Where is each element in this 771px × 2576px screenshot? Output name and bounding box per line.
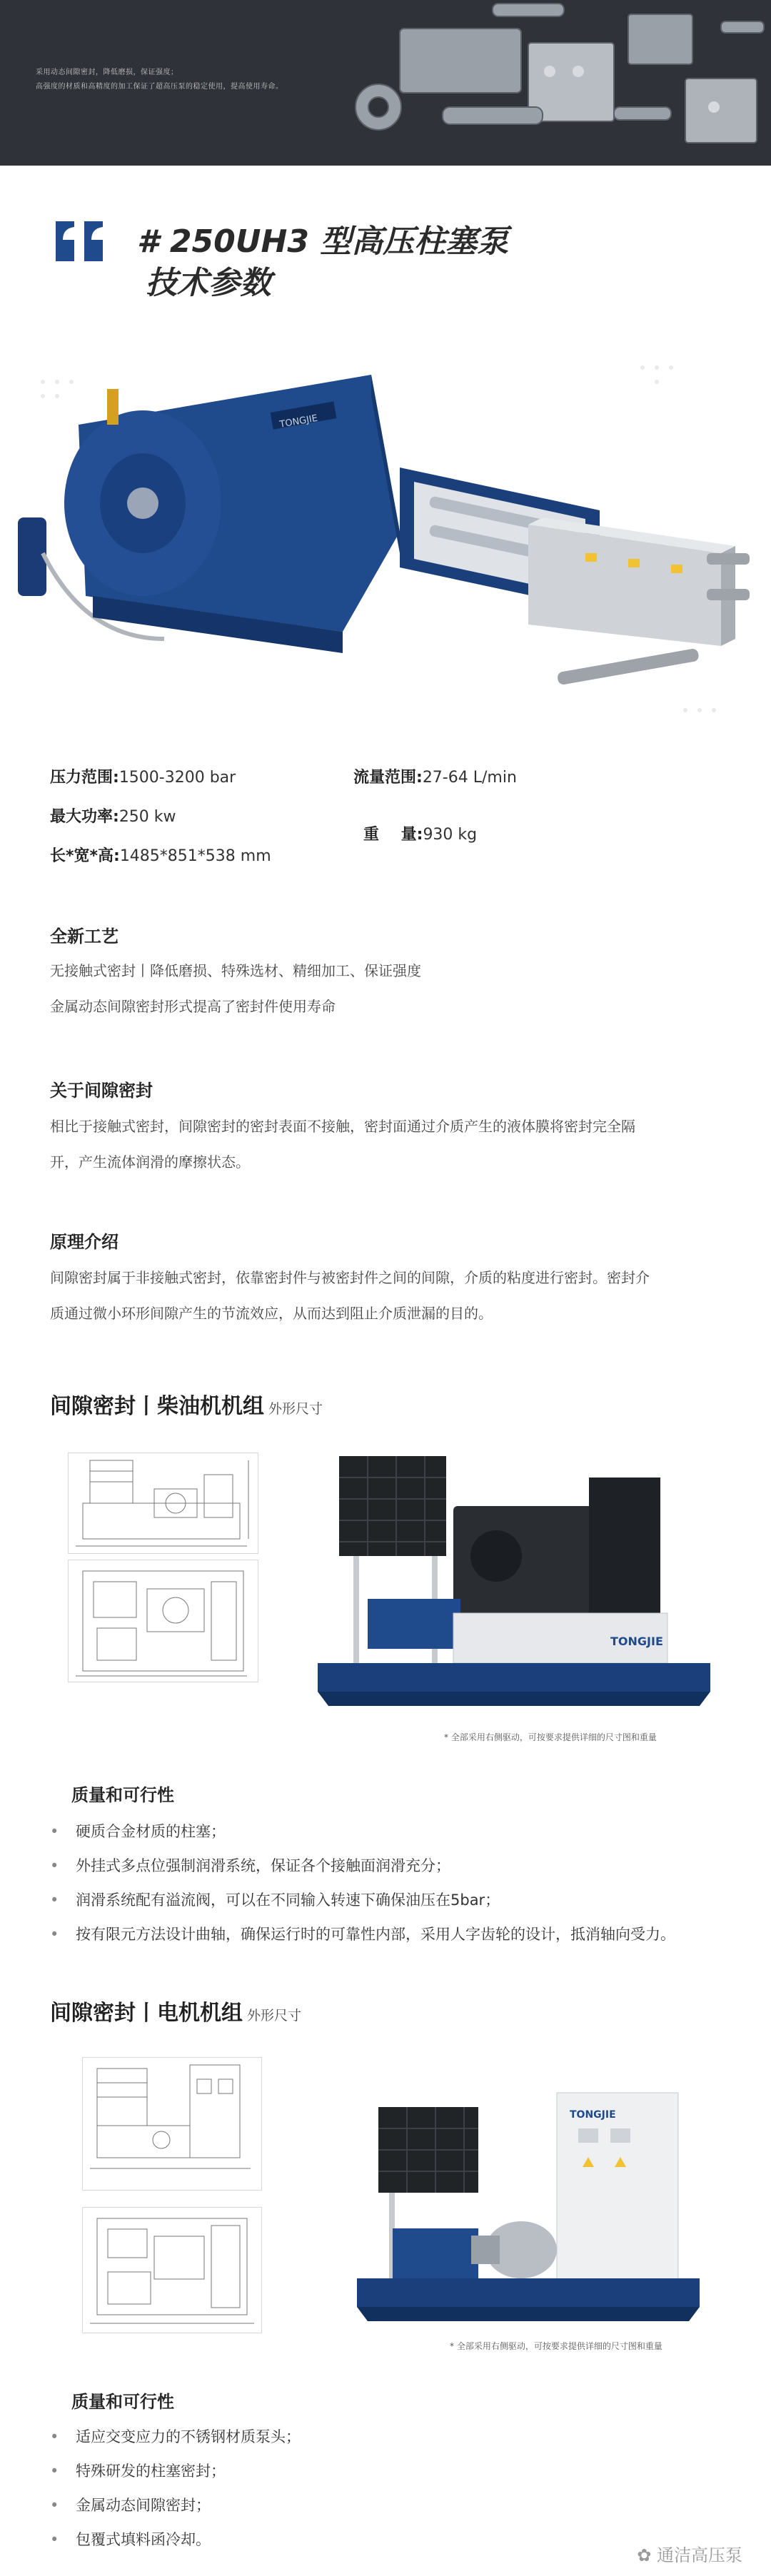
motor-bullet-2-text: 特殊研发的柱塞密封； xyxy=(76,2463,226,2480)
diesel-heading-text: 间隙密封丨柴油机机组 xyxy=(50,1394,264,1419)
motor-unit-brand: TONGJIE xyxy=(570,2109,616,2121)
motor-bullet-1: • 适应交变应力的不锈钢材质泵头； xyxy=(50,2428,301,2445)
title-line-2: 技术参数 xyxy=(146,265,271,301)
motor-bullet-4-text: 包覆式填料函冷却。 xyxy=(76,2531,211,2548)
motor-bullet-4: • 包覆式填料函冷却。 xyxy=(50,2531,211,2548)
section-principle-line-1: 间隙密封属于非接触式密封，依靠密封件与被密封件之间的间隙，介质的粘度进行密封。密封介 xyxy=(50,1269,650,1286)
diesel-bullet-2-text: 外挂式多点位强制润滑系统，保证各个接触面润滑充分； xyxy=(76,1857,450,1874)
spec-pressure-value: 1500-3200 bar xyxy=(119,769,236,787)
diesel-bullet-2: • 外挂式多点位强制润滑系统，保证各个接触面润滑充分； xyxy=(50,1857,450,1874)
section-new-process-heading: 全新工艺 xyxy=(50,926,119,946)
section-principle-heading: 原理介绍 xyxy=(50,1232,119,1252)
motor-unit-heading xyxy=(50,1995,301,2026)
diesel-bullet-4-text: 按有限元方法设计曲轴，确保运行时的可靠性内部，采用人字齿轮的设计，抵消轴向受力。 xyxy=(76,1926,675,1943)
diesel-quality-heading: 质量和可行性 xyxy=(71,1785,174,1805)
diesel-drawing-top xyxy=(68,1560,258,1682)
motor-drawing-top xyxy=(82,2207,262,2333)
wechat-watermark xyxy=(637,2541,742,2566)
diesel-bullet-4: • 按有限元方法设计曲轴，确保运行时的可靠性内部，采用人字齿轮的设计，抵消轴向受力。 xyxy=(50,1926,675,1943)
motor-heading-sub: 外形尺寸 xyxy=(243,2008,302,2024)
section-new-process-line-1: 无接触式密封丨降低磨损、特殊选材、精细加工、保证强度 xyxy=(50,962,421,979)
spec-dimensions xyxy=(50,844,271,866)
diesel-bullet-1-text: 硬质合金材质的柱塞； xyxy=(76,1823,226,1840)
watermark-text: 通洁高压泵 xyxy=(657,2545,742,2565)
diesel-caption: * 全部采用右侧驱动，可按要求提供详细的尺寸图和重量 xyxy=(444,1732,657,1742)
title-line-1: # 250UH3 型高压柱塞泵 xyxy=(137,223,509,260)
banner-note-1: 采用动态间隙密封，降低磨损，保证强度； xyxy=(36,69,178,76)
motor-quality-heading: 质量和可行性 xyxy=(71,2392,174,2412)
section-gap-seal-heading: 关于间隙密封 xyxy=(50,1081,153,1101)
top-banner xyxy=(0,0,771,166)
page-title xyxy=(137,221,508,304)
diesel-unit-heading xyxy=(50,1388,323,1420)
spec-flow-label: 流量范围: xyxy=(353,769,423,787)
section-gap-seal-line-1: 相比于接触式密封，间隙密封的密封表面不接触，密封面通过介质产生的液体膜将密封完全隔 xyxy=(50,1118,635,1135)
spec-pressure xyxy=(50,765,236,787)
motor-heading-text: 间隙密封丨电机机组 xyxy=(50,2001,243,2026)
section-principle-line-2: 质通过微小环形间隙产生的节流效应，从而达到阻止介质泄漏的目的。 xyxy=(50,1305,493,1322)
diesel-bullet-1: • 硬质合金材质的柱塞； xyxy=(50,1823,226,1840)
spec-dims-value: 1485*851*538 mm xyxy=(119,847,271,865)
banner-note-2: 高强度的材质和高精度的加工保证了超高压泵的稳定使用，提高使用寿命。 xyxy=(36,83,283,91)
motor-drawing-side xyxy=(82,2057,262,2191)
spec-power-value: 250 kw xyxy=(119,808,176,826)
diesel-bullet-3-text: 润滑系统配有溢流阀，可以在不同输入转速下确保油压在5bar； xyxy=(76,1891,500,1909)
spec-flow-value: 27-64 L/min xyxy=(422,769,517,787)
spec-power xyxy=(50,804,176,827)
spec-dims-label: 长*宽*高: xyxy=(50,847,120,865)
diesel-heading-sub: 外形尺寸 xyxy=(264,1401,323,1417)
pump-hero-image xyxy=(0,339,771,767)
spec-weight xyxy=(353,804,477,844)
pump-parts-image xyxy=(314,0,771,166)
spec-pressure-label: 压力范围: xyxy=(50,769,119,787)
motor-bullet-3: • 金属动态间隙密封； xyxy=(50,2497,211,2514)
diesel-bullet-3: • 润滑系统配有溢流阀，可以在不同输入转速下确保油压在5bar； xyxy=(50,1891,500,1909)
motor-bullet-3-text: 金属动态间隙密封； xyxy=(76,2497,211,2514)
motor-caption: * 全部采用右侧驱动，可按要求提供详细的尺寸图和重量 xyxy=(450,2341,662,2351)
spec-weight-label: 重 量: xyxy=(363,826,423,844)
quote-mark-icon xyxy=(50,214,114,271)
motor-bullet-2: • 特殊研发的柱塞密封； xyxy=(50,2463,226,2480)
spec-flow xyxy=(353,765,517,787)
spec-weight-value: 930 kg xyxy=(423,826,478,844)
section-new-process-line-2: 金属动态间隙密封形式提高了密封件使用寿命 xyxy=(50,998,336,1015)
motor-unit-photo xyxy=(343,2057,728,2350)
pump-brand-plate: TONGJIE xyxy=(278,413,319,430)
motor-bullet-1-text: 适应交变应力的不锈钢材质泵头； xyxy=(76,2428,301,2445)
section-gap-seal-line-2: 开，产生流体润滑的摩擦状态。 xyxy=(50,1153,250,1171)
wechat-icon: ✿ xyxy=(637,2545,652,2565)
diesel-drawing-side xyxy=(68,1453,258,1554)
diesel-unit-brand: TONGJIE xyxy=(610,1635,663,1648)
diesel-unit-photo xyxy=(311,1449,725,1742)
spec-power-label: 最大功率: xyxy=(50,808,119,826)
